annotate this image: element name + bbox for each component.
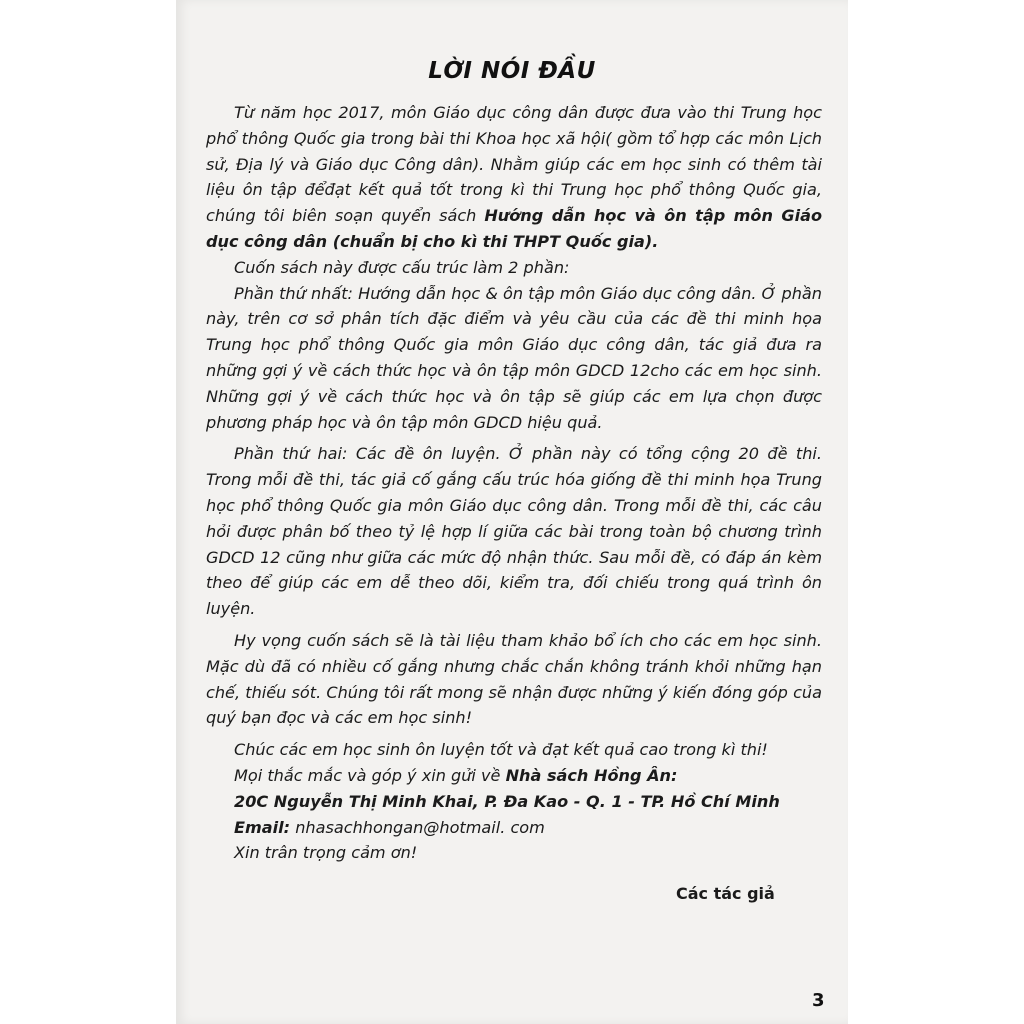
left-margin bbox=[0, 0, 176, 1024]
paragraph-intro bbox=[206, 100, 822, 255]
paragraph-structure: Cuốn sách này được cấu trúc làm 2 phần: bbox=[234, 257, 570, 277]
page-title: LỜI NÓI ĐẦU bbox=[428, 58, 596, 84]
email-address: nhasachhongan@hotmail. com bbox=[290, 817, 545, 837]
book-page bbox=[176, 0, 848, 1024]
page-number: 3 bbox=[812, 990, 825, 1011]
book-title-bold: Hướng dẫn học và ôn tập môn Giáo dục công dân (chuẩn bị cho kì thi THPT Quốc gia). bbox=[206, 206, 822, 251]
address-line bbox=[206, 789, 822, 815]
paragraph-intro-text: Từ năm học 2017, môn Giáo dục công dân được đưa vào thi Trung học phổ thông Quốc gia trong bài thi Khoa học xã hội( gồm tổ hợp các môn Lịch sử, Địa lý và Giáo dục Công dân). Nhằm giúp các em học sinh có thêm tài liệu ôn tập đểđạt kết quả tốt trong kì thi Trung học phổ thông Quốc gia, chúng tôi biên soạn quyển sách bbox=[206, 103, 822, 226]
thanks-line: Xin trân trọng cảm ơn! bbox=[234, 843, 418, 863]
right-margin bbox=[848, 0, 1024, 1024]
paragraph-part-one: Phần thứ nhất: Hướng dẫn học & ôn tập môn Giáo dục công dân. Ở phần này, trên cơ sở phân tích đặc điểm và yêu cầu của các đề thi minh họa Trung học phổ thông Quốc gia môn Giáo dục công dân, tác giả đưa ra những gợi ý về cách thức học và ôn tập môn GDCD 12cho các em học sinh. Những gợi ý về cách thức học và ôn tập sẽ giúp các em lựa chọn được phương pháp học và ôn tập môn GDCD hiệu quả. bbox=[206, 283, 822, 432]
publisher-address: 20C Nguyễn Thị Minh Khai, P. Đa Kao - Q. 1 - TP. Hồ Chí Minh bbox=[234, 791, 780, 811]
preface-body bbox=[206, 100, 822, 866]
contact-line bbox=[206, 763, 822, 789]
paragraph-part-two: Phần thứ hai: Các đề ôn luyện. Ở phần này có tổng cộng 20 đề thi. Trong mỗi đề thi, tác giả cố gắng cấu trúc hóa giống đề thi minh họa Trung học phổ thông Quốc gia môn Giáo dục công dân. Trong mỗi đề thi, các câu hỏi được phân bố theo tỷ lệ hợp lí giữa các bài trong toàn bộ chương trình GDCD 12 cũng như giữa các mức độ nhận thức. Sau mỗi đề, có đáp án kèm theo để giúp các em dễ theo dõi, kiểm tra, đối chiếu trong quá trình ôn luyện. bbox=[206, 444, 822, 619]
publisher-name: Nhà sách Hồng Ân: bbox=[505, 765, 678, 785]
email-line bbox=[206, 815, 822, 841]
signature: Các tác giả bbox=[676, 884, 775, 903]
email-label: Email: bbox=[234, 817, 291, 837]
paragraph-hope: Hy vọng cuốn sách sẽ là tài liệu tham khảo bổ ích cho các em học sinh. Mặc dù đã có nhiều cố gắng nhưng chắc chắn không tránh khỏi những hạn chế, thiếu sót. Chúng tôi rất mong sẽ nhận được những ý kiến đóng góp của quý bạn đọc và các em học sinh! bbox=[206, 630, 822, 728]
contact-text: Mọi thắc mắc và góp ý xin gửi về bbox=[234, 765, 506, 785]
wishes-line: Chúc các em học sinh ôn luyện tốt và đạt kết quả cao trong kì thi! bbox=[234, 740, 768, 760]
